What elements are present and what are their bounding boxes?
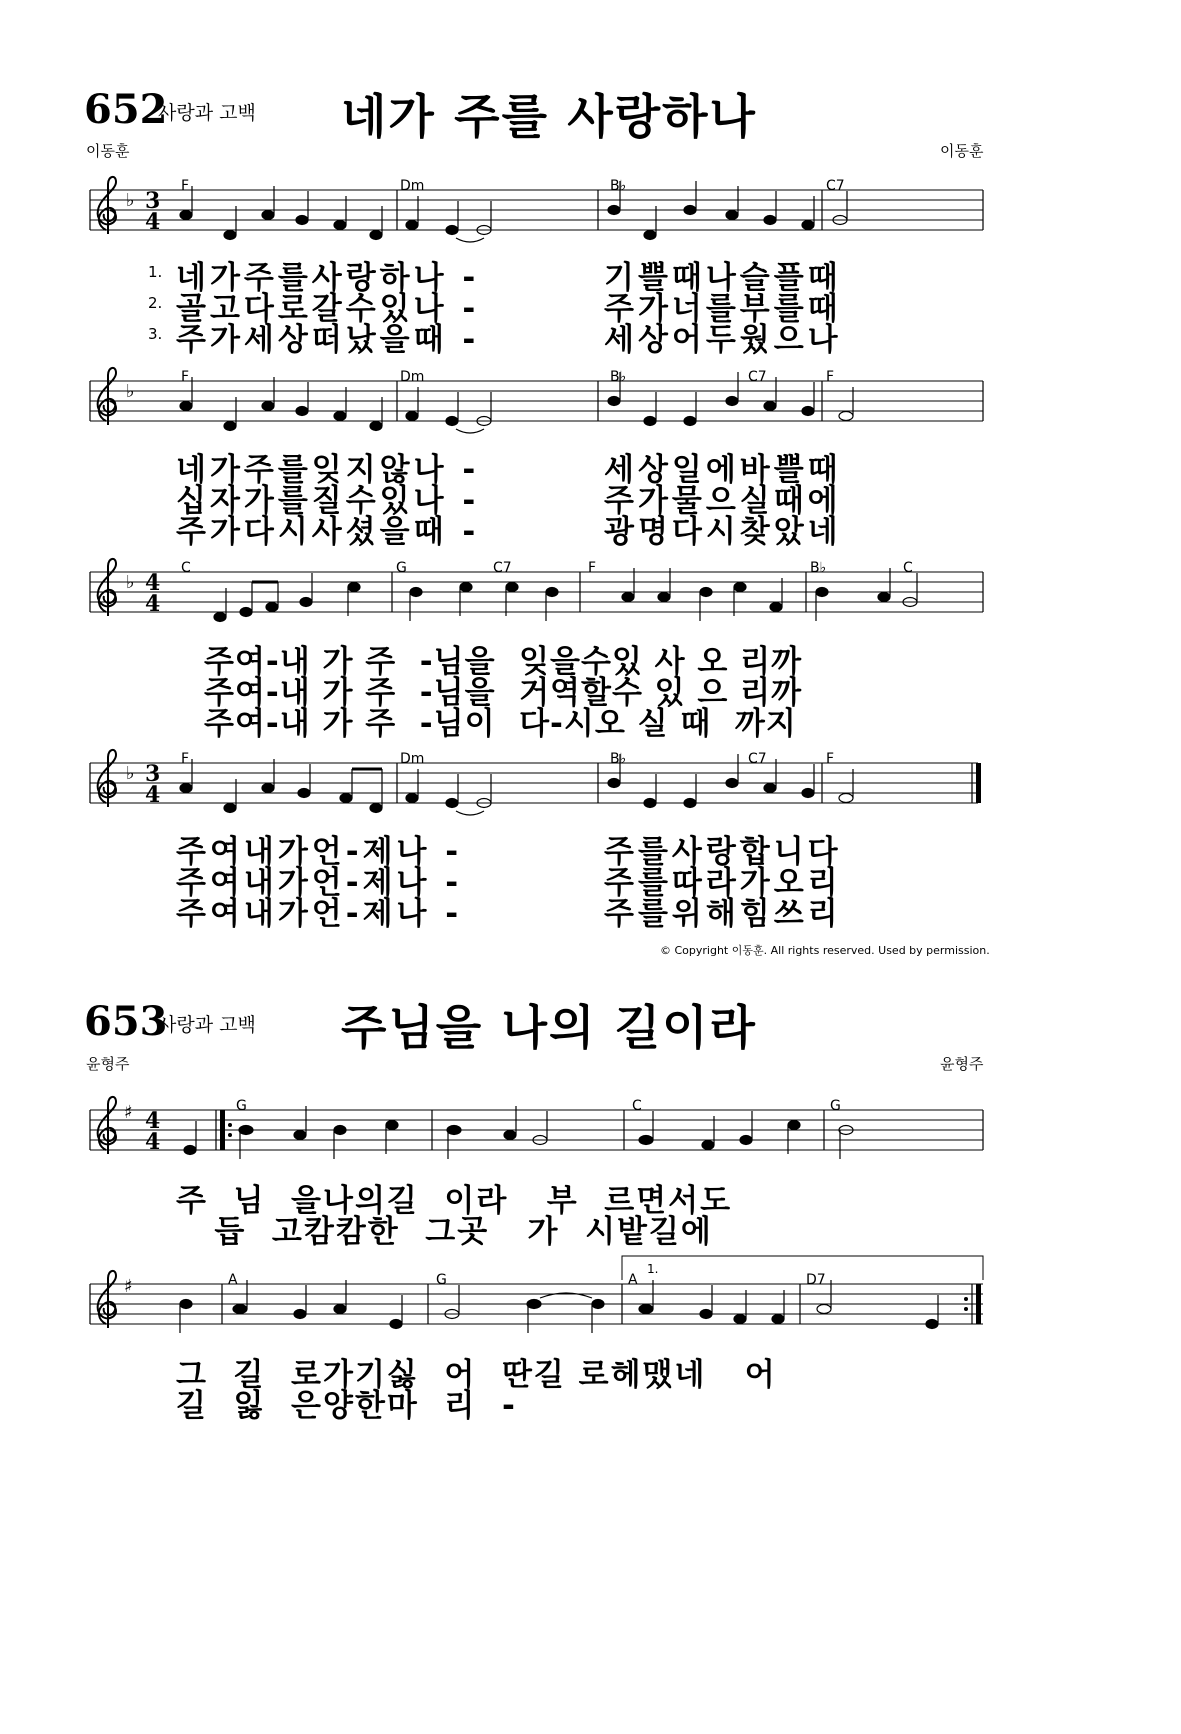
lyric-line: 골고다로갈수있나 - bbox=[176, 291, 480, 327]
chord: C7 bbox=[748, 751, 767, 767]
lyric-line: 주가세상떠났을때 - bbox=[176, 322, 480, 358]
chord: B♭ bbox=[810, 560, 827, 576]
copyright-notice: © Copyright 이동훈. All rights reserved. Used by permission. bbox=[660, 944, 990, 957]
chord: C bbox=[903, 560, 913, 576]
lyric-line: 주여-내 가 주 -님을 잊을수있 사 오 리까 bbox=[204, 644, 803, 680]
svg-text:4: 4 bbox=[145, 209, 161, 235]
chord: Dm bbox=[400, 369, 425, 385]
chord: C7 bbox=[826, 178, 845, 194]
chord: F bbox=[181, 369, 190, 385]
lyric-line: 주여내가언-제나 - bbox=[176, 865, 463, 901]
lyric-line: 주가물으실때에 bbox=[604, 483, 842, 519]
chord: F bbox=[181, 178, 190, 194]
volta-label: 1. bbox=[647, 1262, 659, 1276]
svg-text:♭: ♭ bbox=[126, 190, 135, 211]
composer: 윤형주 bbox=[940, 1055, 984, 1073]
svg-text:♭: ♭ bbox=[126, 572, 135, 593]
chord: C bbox=[181, 560, 191, 576]
svg-text:4: 4 bbox=[145, 591, 161, 617]
lyric-line: 주를사랑합니다 bbox=[604, 834, 842, 870]
svg-text:♭: ♭ bbox=[126, 763, 135, 784]
lyric-line: 주가다시사셨을때 - bbox=[176, 514, 480, 550]
lyric-line: 그 길 로가기싫 어 딴길 로헤맸네 어 bbox=[176, 1357, 777, 1393]
chord: Dm bbox=[400, 178, 425, 194]
chord: G bbox=[830, 1098, 841, 1114]
time-signature bbox=[145, 188, 163, 1155]
hymn-title: 주님을 나의 길이라 bbox=[341, 1001, 757, 1056]
hymn-number: 652 bbox=[84, 86, 168, 133]
chord: D7 bbox=[806, 1272, 826, 1288]
chord: C7 bbox=[493, 560, 512, 576]
chord: B♭ bbox=[610, 751, 627, 767]
lyric-line: 세상일에바쁠때 bbox=[604, 452, 842, 488]
svg-text:4: 4 bbox=[145, 1108, 161, 1134]
lyricist: 이동훈 bbox=[86, 142, 130, 160]
chord: A bbox=[628, 1272, 638, 1288]
lyric-line: 주여내가언-제나 - bbox=[176, 834, 463, 870]
hymn-number: 653 bbox=[84, 998, 168, 1045]
verse-number: 2. bbox=[148, 294, 163, 312]
lyric-line: 주가너를부를때 bbox=[604, 291, 842, 327]
lyric-line: 주를따라가오리 bbox=[604, 865, 842, 901]
lyric-line: 주여-내 가 주 -님이 다-시오 실 때 까지 bbox=[204, 706, 797, 742]
verse-number: 3. bbox=[148, 325, 163, 343]
chord: B♭ bbox=[610, 178, 627, 194]
chord: C7 bbox=[748, 369, 767, 385]
chord: F bbox=[826, 369, 835, 385]
chord: G bbox=[396, 560, 407, 576]
chord: A bbox=[228, 1272, 238, 1288]
chord: B♭ bbox=[610, 369, 627, 385]
ties bbox=[456, 238, 592, 1298]
staff-lines bbox=[90, 190, 983, 1324]
svg-text:♯: ♯ bbox=[124, 1102, 133, 1123]
lyric-line: 광명다시찾았네 bbox=[604, 514, 842, 550]
hymn-category: 사랑과 고백 bbox=[158, 1014, 256, 1036]
chord: Dm bbox=[400, 751, 425, 767]
lyric-line: 주를위해힘쓰리 bbox=[604, 896, 842, 932]
svg-text:♭: ♭ bbox=[126, 381, 135, 402]
chord: F bbox=[588, 560, 597, 576]
lyric-line: 길 잃 은양한마 리 - bbox=[176, 1388, 517, 1424]
lyric-line: 세상어두웠으나 bbox=[604, 322, 842, 358]
lyric-line: 십자가를질수있나 - bbox=[176, 483, 480, 519]
chord: G bbox=[436, 1272, 447, 1288]
hymn-title: 네가 주를 사랑하나 bbox=[341, 90, 757, 145]
lyric-line: 듭 고캄캄한 그곳 가 시밭길에 bbox=[176, 1214, 713, 1250]
verse-number: 1. bbox=[148, 263, 163, 281]
barlines bbox=[90, 190, 983, 1324]
lyricist: 윤형주 bbox=[86, 1055, 130, 1073]
lyric-line: 주 님 을나의길 이라 부 르면서도 bbox=[176, 1183, 733, 1219]
chord: F bbox=[826, 751, 835, 767]
hymn-category: 사랑과 고백 bbox=[158, 102, 256, 124]
chord: G bbox=[236, 1098, 247, 1114]
lyric-line: 네가주를사랑하나 - bbox=[176, 260, 480, 296]
svg-text:3: 3 bbox=[145, 761, 161, 787]
key-signature bbox=[124, 190, 135, 1297]
chord: F bbox=[181, 751, 190, 767]
lyric-line: 주여-내 가 주 -님을 거역할수 있 으 리까 bbox=[204, 675, 803, 711]
notes bbox=[180, 181, 938, 1333]
chord: C bbox=[632, 1098, 642, 1114]
svg-text:3: 3 bbox=[145, 188, 161, 214]
lyric-line: 주여내가언-제나 - bbox=[176, 896, 463, 932]
svg-text:4: 4 bbox=[145, 1129, 161, 1155]
svg-text:4: 4 bbox=[145, 570, 161, 596]
composer: 이동훈 bbox=[940, 142, 984, 160]
svg-text:4: 4 bbox=[145, 782, 161, 808]
treble-clef bbox=[98, 177, 116, 1328]
lyric-line: 네가주를잊지않나 - bbox=[176, 452, 480, 488]
svg-text:♯: ♯ bbox=[124, 1276, 133, 1297]
lyric-line: 기쁠때나슬플때 bbox=[604, 260, 842, 296]
